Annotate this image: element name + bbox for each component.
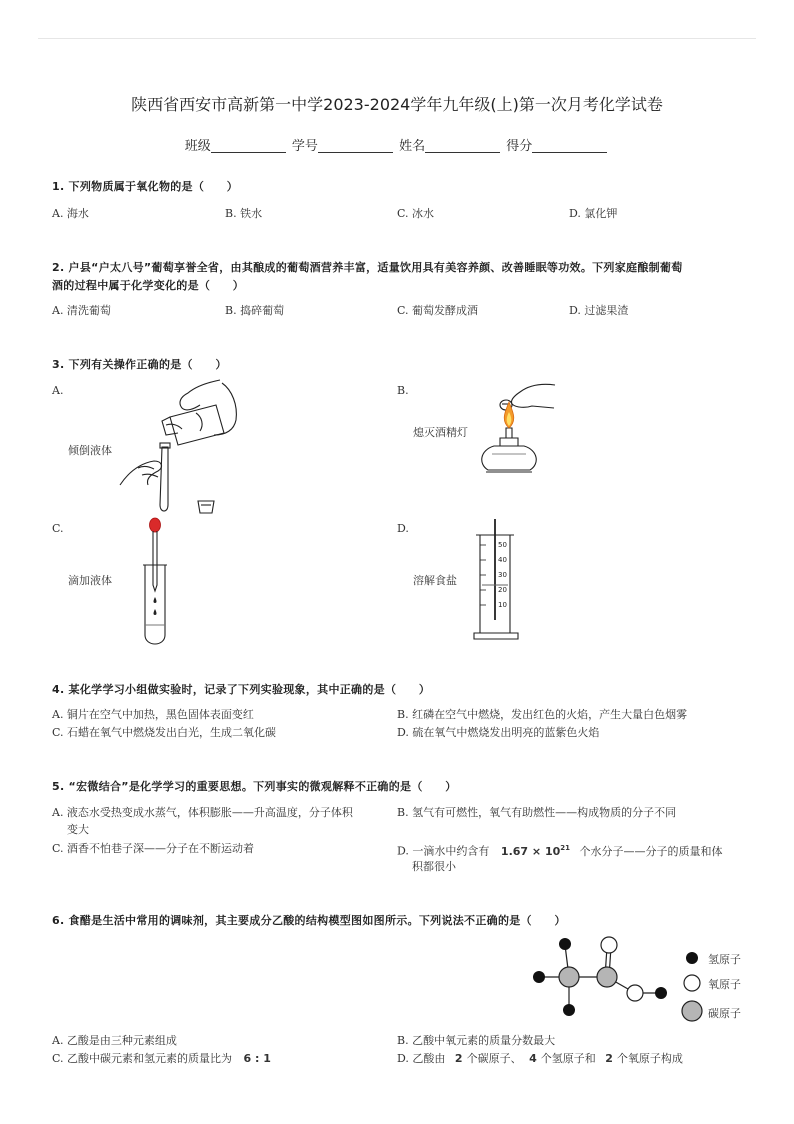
cylinder-mark-20: 20	[498, 586, 507, 594]
id-blank[interactable]	[318, 140, 393, 153]
hydrogen-atom	[533, 971, 545, 983]
legend-oxygen-icon	[684, 975, 700, 991]
q3-letter-a: A.	[52, 384, 64, 397]
q3-caption-a: 倾倒液体	[68, 444, 112, 457]
molecule-legend-symbols	[682, 950, 704, 1022]
legend-carbon-label: 碳原子	[708, 1007, 741, 1020]
q5-d-suffix: 个水分子——分子的质量和体	[579, 844, 723, 858]
alcohol-lamp-illustration	[470, 380, 560, 490]
q1-option-d: D. 氯化钾	[569, 207, 618, 220]
q6-d-count-hydrogen: 4	[529, 1052, 537, 1065]
q6-d-count-carbon: 2	[454, 1052, 463, 1065]
q5-d-number: 1.67 × 10	[500, 844, 561, 858]
q5-d-exponent: 21	[560, 844, 570, 852]
q1-stem: 1. 下列物质属于氧化物的是（ ）	[52, 180, 239, 193]
q1-option-b: B. 铁水	[225, 207, 263, 220]
cylinder-mark-50: 50	[498, 541, 507, 549]
q6-option-d	[397, 1050, 683, 1067]
q6-d-suffix: 个氧原子构成	[616, 1052, 683, 1065]
q2-option-b: B. 捣碎葡萄	[225, 304, 285, 317]
page-title: 陕西省西安市高新第一中学2023-2024学年九年级(上)第一次月考化学试卷	[131, 95, 663, 114]
q6-d-count-oxygen: 2	[605, 1052, 613, 1065]
score-label: 得分	[506, 139, 533, 154]
q5-option-a-cont: 变大	[67, 823, 89, 836]
legend-hydrogen-icon	[686, 952, 698, 964]
cylinder-mark-30: 30	[498, 571, 507, 579]
q6-d-mid2: 个氢原子和	[540, 1052, 596, 1065]
carbon-atom	[597, 967, 617, 987]
q3-stem: 3. 下列有关操作正确的是（ ）	[52, 358, 227, 371]
q6-d-prefix: D. 乙酸由	[397, 1052, 446, 1065]
q5-option-d-cont: 积都很小	[412, 860, 456, 873]
top-rule	[38, 38, 756, 39]
q3-caption-b: 熄灭酒精灯	[413, 426, 468, 439]
q6-d-mid1: 个碳原子、	[466, 1052, 522, 1065]
q6-c-ratio: 6 : 1	[243, 1052, 271, 1065]
q4-option-d: D. 硫在氧气中燃烧发出明亮的蓝紫色火焰	[397, 726, 600, 739]
q3-letter-d: D.	[397, 522, 409, 535]
legend-hydrogen-label: 氢原子	[708, 953, 741, 966]
id-label: 学号	[291, 139, 318, 154]
student-info-line	[0, 135, 794, 154]
q2-option-c: C. 葡萄发酵成酒	[397, 304, 479, 317]
score-blank[interactable]	[532, 140, 607, 153]
oxygen-atom	[601, 937, 617, 953]
q3-letter-c: C.	[52, 522, 64, 535]
graduated-cylinder-illustration	[470, 515, 530, 645]
cylinder-mark-10: 10	[498, 601, 507, 609]
acetic-acid-model	[525, 935, 675, 1025]
hydrogen-atom	[563, 1004, 575, 1016]
q4-stem: 4. 某化学学习小组做实验时，记录了下列实验现象，其中正确的是（ ）	[52, 683, 431, 696]
q2-stem-line2: 酒的过程中属于化学变化的是（ ）	[52, 279, 245, 292]
class-label: 班级	[184, 139, 211, 154]
name-label: 姓名	[399, 139, 426, 154]
pouring-liquid-illustration	[110, 375, 250, 520]
q6-stem: 6. 食醋是生活中常用的调味剂，其主要成分乙酸的结构模型图如图所示。下列说法不正确的是（ ）	[52, 914, 566, 927]
q4-option-c: C. 石蜡在氧气中燃烧发出白光，生成二氧化碳	[52, 726, 277, 739]
carbon-atom	[559, 967, 579, 987]
q2-option-a: A. 清洗葡萄	[52, 304, 111, 317]
cylinder-mark-40: 40	[498, 556, 507, 564]
q3-letter-b: B.	[397, 384, 409, 397]
q5-option-a: A. 液态水受热变成水蒸气，体积膨胀——升高温度，分子体积	[52, 806, 353, 819]
hydrogen-atom	[655, 987, 667, 999]
q1-option-a: A. 海水	[52, 207, 89, 220]
q6-c-prefix: C. 乙酸中碳元素和氢元素的质量比为	[52, 1052, 233, 1065]
q4-option-a: A. 铜片在空气中加热，黑色固体表面变红	[52, 708, 254, 721]
q5-option-b: B. 氢气有可燃性，氧气有助燃性——构成物质的分子不同	[397, 806, 677, 819]
oxygen-atom	[627, 985, 643, 1001]
q4-option-b: B. 红磷在空气中燃烧，发出红色的火焰，产生大量白色烟雾	[397, 708, 688, 721]
q5-option-c: C. 酒香不怕巷子深——分子在不断运动着	[52, 842, 255, 855]
dropper-illustration	[135, 515, 175, 647]
hydrogen-atom	[559, 938, 571, 950]
name-blank[interactable]	[425, 140, 500, 153]
legend-oxygen-label: 氧原子	[708, 978, 741, 991]
q5-d-prefix: D. 一滴水中约含有	[397, 844, 490, 858]
q6-option-b: B. 乙酸中氧元素的质量分数最大	[397, 1034, 556, 1047]
q5-option-d	[397, 840, 723, 860]
legend-carbon-icon	[682, 1001, 702, 1021]
q2-stem-line1: 2. 户县“户太八号”葡萄享誉全省，由其酿成的葡萄酒营养丰富，适量饮用具有美容养颜、改善睡眠等功效。下列家庭酿制葡萄	[52, 261, 683, 274]
q6-option-c	[52, 1050, 271, 1067]
class-blank[interactable]	[211, 140, 286, 153]
q3-caption-d: 溶解食盐	[413, 574, 457, 587]
q2-option-d: D. 过滤果渣	[569, 304, 629, 317]
cylinder-ticks	[480, 545, 486, 605]
q6-option-a: A. 乙酸是由三种元素组成	[52, 1034, 177, 1047]
q5-stem: 5. “宏微结合”是化学学习的重要思想。下列事实的微观解释不正确的是（ ）	[52, 780, 457, 793]
q1-option-c: C. 冰水	[397, 207, 435, 220]
q3-caption-c: 滴加液体	[68, 574, 112, 587]
